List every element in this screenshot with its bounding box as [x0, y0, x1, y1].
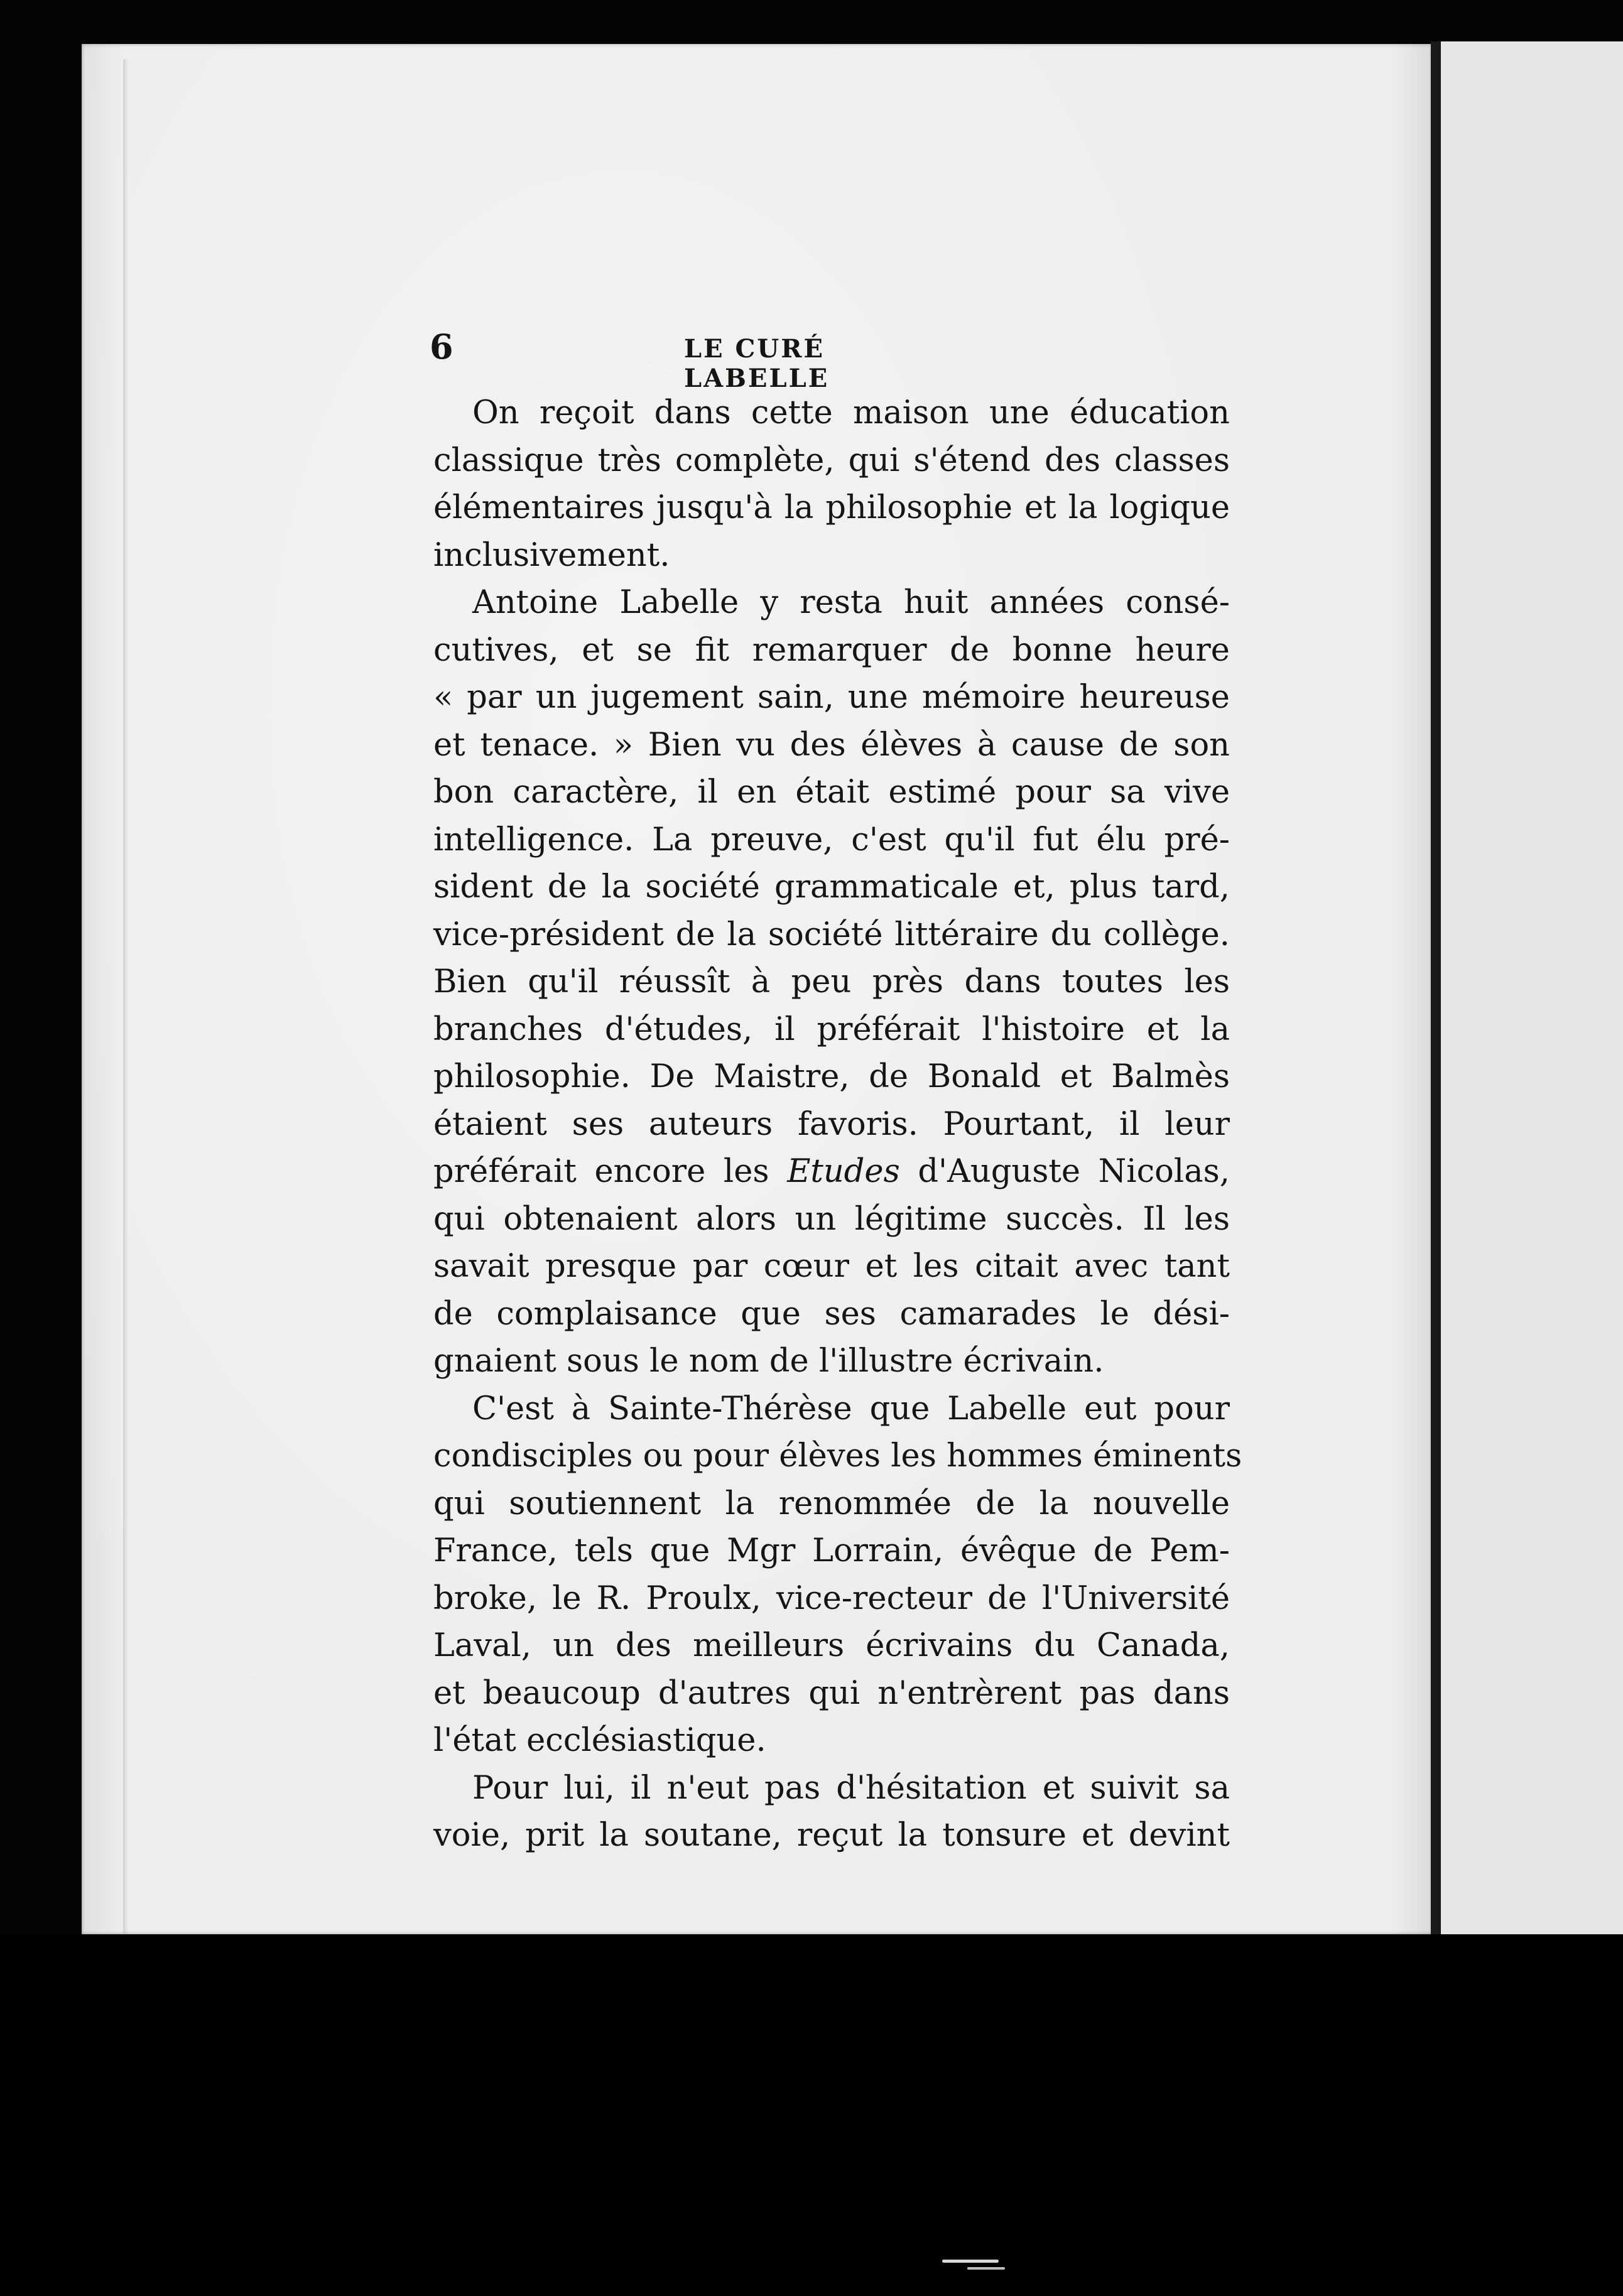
text-line: savait presque par cœur et les citait avec tant: [433, 1248, 1230, 1285]
facing-page: [1441, 41, 1623, 1938]
text-line: élémentaires jusqu'à la philosophie et la logique: [433, 489, 1230, 526]
paragraph: [433, 1765, 1230, 1860]
running-title: LE CURÉ LABELLE: [684, 334, 830, 393]
text-line: condisciples ou pour élèves les hommes éminents: [433, 1438, 1242, 1475]
text-line: de complaisance que ses camarades le dési-: [433, 1295, 1230, 1333]
text-line: bon caractère, il en était estimé pour sa vive: [433, 774, 1230, 811]
text-line: Bien qu'il réussît à peu près dans toutes les: [433, 963, 1230, 1000]
text-line: classique très complète, qui s'étend des classes: [433, 441, 1230, 479]
text-line: et beaucoup d'autres qui n'entrèrent pas dans: [433, 1674, 1230, 1712]
text-line: l'état ecclésiastique.: [433, 1722, 766, 1759]
text-line: inclusivement.: [433, 536, 670, 574]
bottom-border: [0, 1934, 1623, 2296]
text-line: philosophie. De Maistre, de Bonald et Balmès: [433, 1058, 1230, 1095]
scan-artifact: [942, 2260, 999, 2263]
page-edge-shadow: [123, 59, 128, 1934]
text-run: préférait encore les: [433, 1153, 788, 1190]
text-line: vice-président de la société littéraire du collège.: [433, 916, 1230, 953]
scan-artifact: [967, 2267, 1005, 2270]
text-line: broke, le R. Proulx, vice-recteur de l'Université: [433, 1579, 1230, 1617]
text-line-with-italic: [433, 1148, 1230, 1196]
text-line: Pour lui, il n'eut pas d'hésitation et suivit sa: [472, 1769, 1230, 1807]
text-line: et tenace. » Bien vu des élèves à cause de son: [433, 726, 1230, 764]
book-gutter: [1431, 41, 1441, 1938]
text-line: On reçoit dans cette maison une éducation: [472, 394, 1230, 431]
text-line: qui soutiennent la renommée de la nouvelle: [433, 1485, 1230, 1522]
text-line: étaient ses auteurs favoris. Pourtant, il leur: [433, 1105, 1230, 1143]
text-line: gnaient sous le nom de l'illustre écrivain.: [433, 1343, 1104, 1380]
text-line: France, tels que Mgr Lorrain, évêque de Pem-: [433, 1532, 1230, 1569]
text-line: Antoine Labelle y resta huit années consé-: [472, 584, 1230, 621]
text-line: cutives, et se fit remarquer de bonne heure: [433, 631, 1230, 669]
paragraph: [433, 579, 1230, 1385]
body-text: [433, 389, 1242, 1860]
text-line: Laval, un des meilleurs écrivains du Canada,: [433, 1627, 1230, 1664]
text-line: intelligence. La preuve, c'est qu'il fut élu pré-: [433, 821, 1230, 858]
text-line: branches d'études, il préférait l'histoire et la: [433, 1010, 1230, 1048]
text-line: voie, prit la soutane, reçut la tonsure et devint: [433, 1817, 1230, 1854]
running-head: [430, 327, 976, 393]
text-line: « par un jugement sain, une mémoire heureuse: [433, 679, 1230, 716]
page-number: 6: [430, 327, 453, 367]
paragraph: [433, 1385, 1242, 1765]
text-line: qui obtenaient alors un légitime succès. Il les: [433, 1200, 1230, 1238]
paragraph: [433, 389, 1230, 579]
italic-title: Etudes: [787, 1153, 900, 1190]
text-run: d'Auguste Nicolas,: [899, 1153, 1230, 1190]
text-line: sident de la société grammaticale et, plus tard,: [433, 869, 1230, 906]
text-line: C'est à Sainte-Thérèse que Labelle eut pour: [472, 1390, 1230, 1427]
